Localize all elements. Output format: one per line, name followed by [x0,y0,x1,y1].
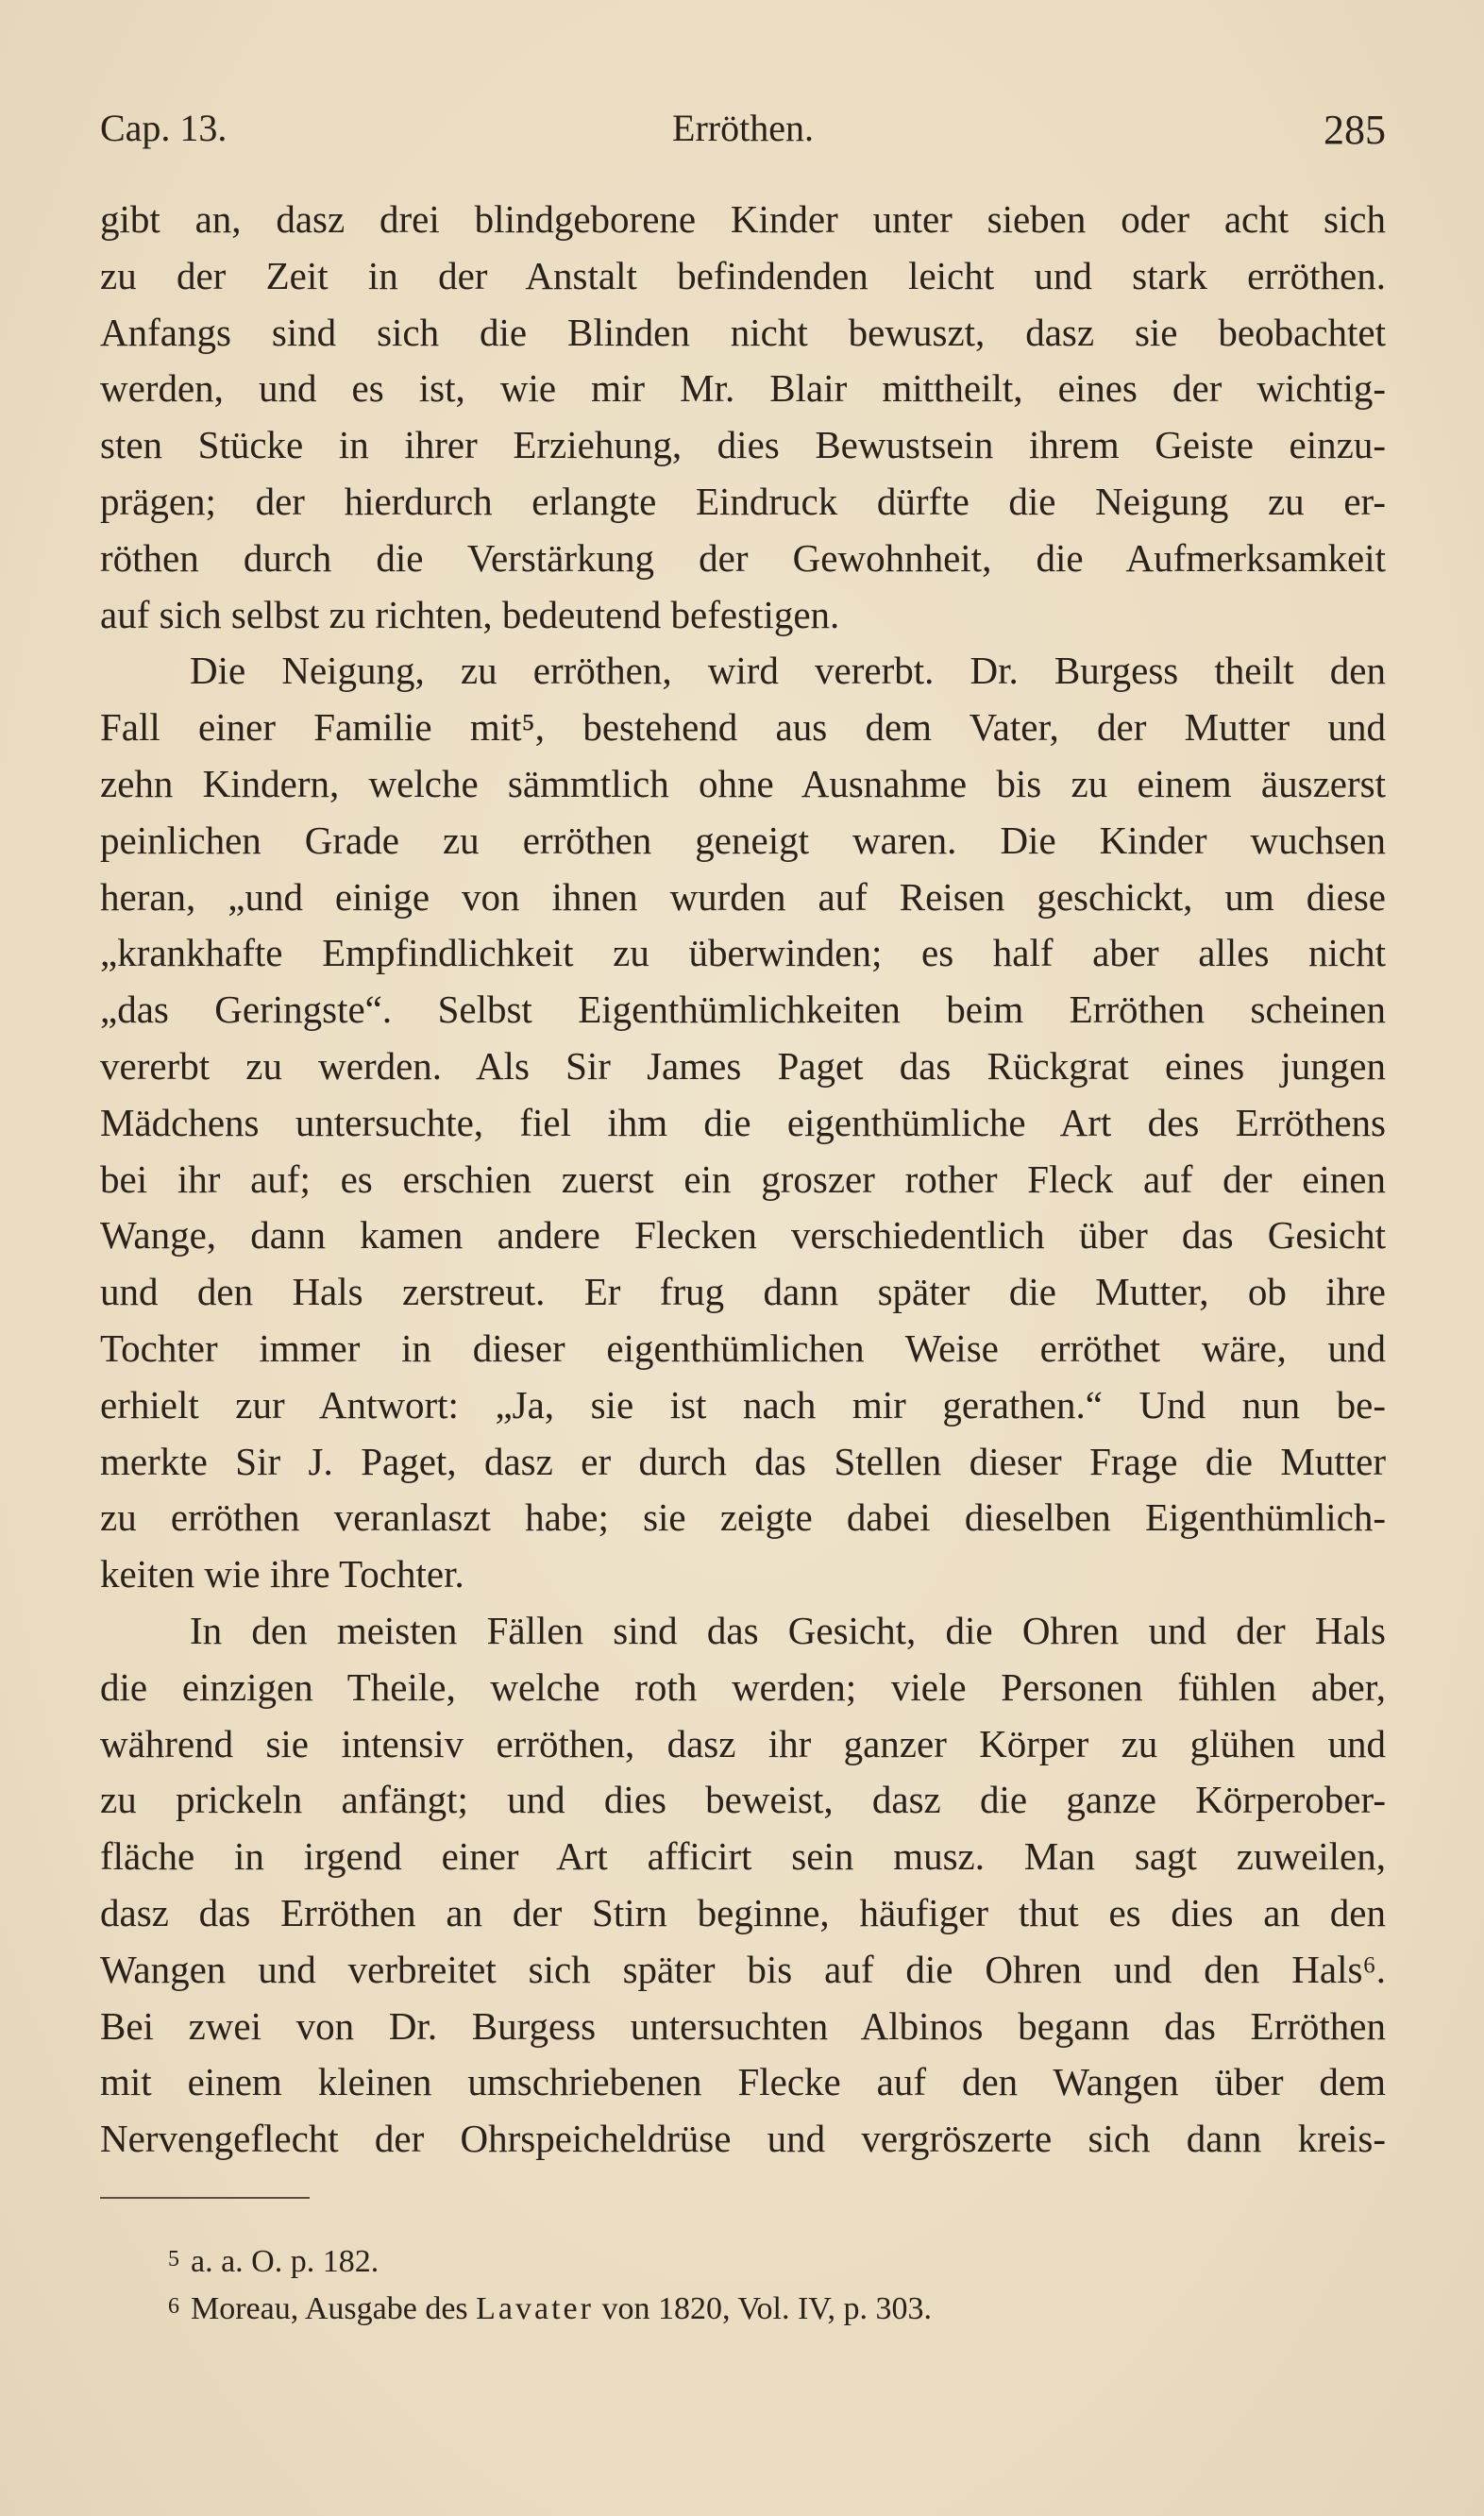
text-line: die einzigen Theile, welche roth werden; viele Personen fühlen aber, [100,1664,1386,1709]
text-line: Fall einer Familie mit⁵, bestehend aus dem Vater, der Mutter und [100,705,1386,750]
text-line: Nervengeflecht der Ohrspeicheldrüse und vergröszerte sich dann kreis- [100,2117,1386,2161]
text-line: Mädchens untersuchte, fiel ihm die eigenthümliche Art des Erröthens [100,1100,1386,1144]
text-line: bei ihr auf; es erschien zuerst ein groszer rother Fleck auf der einen [100,1157,1386,1201]
text-line: Wangen und verbreitet sich später bis auf die Ohren und den Hals⁶. [100,1947,1386,1991]
text-line: keiten wie ihre Tochter. [100,1552,464,1596]
text-line: mit einem kleinen umschriebenen Flecke auf den Wangen über dem [100,2060,1386,2104]
footnote-text: Moreau, Ausgabe des [191,2291,468,2326]
text-line: Bei zwei von Dr. Burgess untersuchten Albinos begann das Erröthen [100,2003,1386,2048]
chapter-label: Cap. 13. [100,107,228,149]
footnote-text: a. a. O. p. 182. [191,2244,379,2279]
text-line: zu der Zeit in der Anstalt befindenden leicht und stark erröthen. [100,253,1386,297]
text-line: heran, „und einige von ihnen wurden auf Reisen geschickt, um diese [100,874,1386,919]
text-line: prägen; der hierdurch erlangte Eindruck dürfte die Neigung zu er- [100,479,1386,523]
text-line: merkte Sir J. Paget, dasz er durch das Stellen dieser Frage die Mutter [100,1439,1386,1483]
text-line: „krankhafte Empfindlichkeit zu überwinden; es half aber alles nicht [100,931,1386,975]
text-line: peinlichen Grade zu erröthen geneigt waren. Die Kinder wuchsen [100,818,1386,862]
text-line: zu erröthen veranlaszt habe; sie zeigte dabei dieselben Eigenthümlich- [100,1495,1386,1540]
footnote-6 [168,2283,1301,2330]
footnote-text: von 1820, Vol. IV, p. 303. [601,2291,932,2326]
text-line: auf sich selbst zu richten, bedeutend befestigen. [100,592,840,636]
footnote-number: 6 [168,2294,179,2319]
text-line: sten Stücke in ihrer Erziehung, dies Bewustsein ihrem Geiste einzu- [100,423,1386,467]
text-line: zehn Kindern, welche sämmtlich ohne Ausnahme bis zu einem äuszerst [100,761,1386,805]
text-line: und den Hals zerstreut. Er frug dann später die Mutter, ob ihre [100,1270,1386,1314]
text-line: erhielt zur Antwort: „Ja, sie ist nach mir gerathen.“ Und nun be- [100,1382,1386,1427]
text-line: „das Geringste“. Selbst Eigenthümlichkeiten beim Erröthen scheinen [100,988,1386,1032]
text-line: fläche in irgend einer Art afficirt sein musz. Man sagt zuweilen, [100,1834,1386,1879]
body-text [100,192,1386,2168]
footnote-5 [168,2236,1301,2283]
text-line: zu prickeln anfängt; und dies beweist, dasz die ganze Körperober- [100,1778,1386,1822]
page-header [100,106,1386,153]
text-line: dasz das Erröthen an der Stirn beginne, häufiger thut es dies an den [100,1890,1386,1934]
footnote-divider [100,2197,310,2199]
paragraph-start-line: In den meisten Fällen sind das Gesicht, die Ohren und der Hals [190,1608,1386,1652]
footnotes [168,2236,1301,2330]
running-title: Erröthen. [672,107,814,149]
text-line: Wange, dann kamen andere Flecken verschiedentlich über das Gesicht [100,1213,1386,1258]
text-line: Anfangs sind sich die Blinden nicht bewuszt, dasz sie beobachtet [100,310,1386,354]
page-number: 285 [1324,107,1386,153]
text-line: vererbt zu werden. Als Sir James Paget das Rückgrat eines jungen [100,1043,1386,1088]
text-line: werden, und es ist, wie mir Mr. Blair mittheilt, eines der wichtig- [100,366,1386,411]
text-line: während sie intensiv erröthen, dasz ihr ganzer Körper zu glühen und [100,1721,1386,1765]
text-line: Tochter immer in dieser eigenthümlichen Weise erröthet wäre, und [100,1326,1386,1370]
footnote-number: 5 [168,2247,179,2271]
footnote-spaced-name: Lavater [476,2291,594,2326]
text-line: gibt an, dasz drei blindgeborene Kinder unter sieben oder acht sich [100,197,1386,241]
paragraph-start-line: Die Neigung, zu erröthen, wird vererbt. Dr. Burgess theilt den [190,649,1386,693]
text-line: röthen durch die Verstärkung der Gewohnheit, die Aufmerksamkeit [100,535,1386,580]
